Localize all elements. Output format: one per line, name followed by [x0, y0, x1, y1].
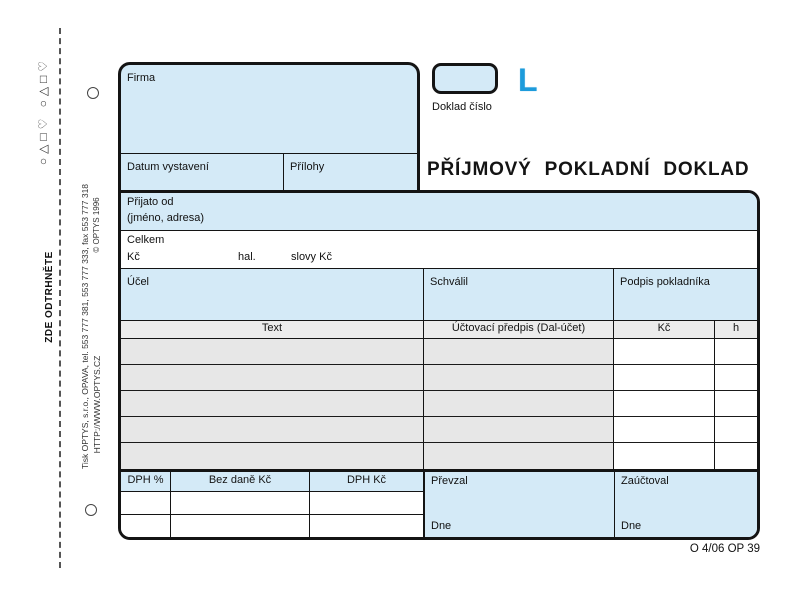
received-from-label: Přijato od: [127, 196, 174, 208]
company-label: Firma: [127, 72, 156, 84]
vat-header-row: [121, 472, 423, 492]
bottom-section: [121, 469, 757, 537]
received-from-sublabel: (jméno, adresa): [127, 211, 205, 224]
ledger-cell: [121, 443, 424, 469]
ledger-cell: [715, 339, 757, 364]
ledger-cell: [614, 365, 715, 390]
posted-by-date-label: Dne: [621, 520, 642, 532]
total-label: Celkem: [127, 234, 165, 246]
ledger-row: [121, 417, 757, 443]
ledger-cell: [121, 391, 424, 416]
ledger-cell: [715, 365, 757, 390]
purpose-label: Účel: [127, 276, 150, 288]
cashier-signature-label: Podpis pokladníka: [620, 276, 710, 288]
ledger-header-account: Účtovací předpis (Dal-účet): [424, 321, 614, 338]
vat-cell: [171, 492, 310, 514]
document-number-box: [432, 63, 498, 94]
vat-base-header: Bez daně Kč: [171, 472, 310, 491]
ledger-cell: [121, 339, 424, 364]
posted-by-label: Zaúčtoval: [621, 475, 669, 487]
received-by-date-label: Dne: [431, 520, 452, 532]
attachments-field: [284, 154, 417, 190]
ledger-row: [121, 339, 757, 365]
ledger-cell: [424, 391, 614, 416]
printer-copyright-text: © OPTYS 1996: [92, 197, 101, 253]
vat-cell: [310, 492, 423, 514]
ledger-cell: [614, 339, 715, 364]
issue-date-label: Datum vystavení: [127, 161, 209, 173]
ledger-cell: [614, 417, 715, 442]
total-row: [121, 231, 757, 269]
ledger-cell: [614, 391, 715, 416]
vat-row: [121, 515, 423, 537]
vat-cell: [121, 515, 171, 537]
tear-here-label: ZDE ODTRHNĚTE: [44, 251, 55, 343]
brand-logo-letter: L: [518, 62, 538, 98]
ledger-cell: [424, 365, 614, 390]
date-attachments-row: [121, 153, 417, 190]
ledger-row: [121, 391, 757, 417]
posted-by-cell: [615, 472, 757, 537]
punch-hole-bottom-icon: [85, 504, 97, 516]
in-words-label: slovy Kč: [291, 251, 332, 263]
ledger-row: [121, 365, 757, 391]
vat-amount-header: DPH Kč: [346, 474, 387, 486]
punch-hole-top-icon: [87, 87, 99, 99]
company-box: [118, 62, 420, 190]
received-from-row: [121, 193, 757, 231]
ledger-cell: [424, 443, 614, 469]
vat-row: [121, 492, 423, 515]
ledger-cell: [121, 365, 424, 390]
ledger-header-text: Text: [121, 321, 424, 338]
form-code: O 4/06 OP 39: [689, 543, 760, 555]
vat-cell: [171, 515, 310, 537]
ledger-row: [121, 443, 757, 469]
printer-info-text: Tisk OPTYS, s.r.o., OPAVA, tel. 553 777 381, 553 777 333, fax 553 777 318: [80, 183, 90, 470]
received-by-label: Převzal: [431, 475, 468, 487]
purpose-cell: [121, 269, 424, 320]
perforation-line: [59, 28, 61, 568]
cashier-signature-cell: [614, 269, 757, 320]
ledger-cell: [614, 443, 715, 469]
approved-by-label: Schválil: [430, 276, 468, 288]
haler-label: hal.: [238, 251, 256, 263]
vat-cell: [121, 492, 171, 514]
ledger-header-row: [121, 321, 757, 339]
form-title: PŘÍJMOVÝ POKLADNÍ DOKLAD: [427, 159, 750, 180]
ledger-body: [121, 339, 757, 469]
issue-date-field: [121, 154, 284, 190]
ledger-header-kc: Kč: [614, 321, 715, 338]
vat-percent-header: DPH %: [121, 472, 171, 491]
purpose-row: [121, 269, 757, 321]
vat-cell: [310, 515, 423, 537]
received-by-cell: [425, 472, 615, 537]
attachments-label: Přílohy: [290, 161, 325, 173]
approved-by-cell: [424, 269, 614, 320]
ledger-cell: [715, 443, 757, 469]
ledger-cell: [121, 417, 424, 442]
ledger-cell: [715, 417, 757, 442]
document-number-label: Doklad číslo: [432, 101, 492, 113]
ledger-header-h: h: [732, 322, 740, 334]
collation-symbols: ○△□♡ ○△□♡: [36, 56, 50, 166]
ledger-cell: [424, 417, 614, 442]
currency-label: Kč: [127, 251, 140, 263]
form-body: [118, 190, 760, 540]
ledger-cell: [715, 391, 757, 416]
vat-table: [121, 472, 425, 537]
company-field: [121, 65, 417, 153]
printer-website-text: HTTP://WWW.OPTYS.CZ: [92, 355, 102, 454]
ledger-cell: [424, 339, 614, 364]
